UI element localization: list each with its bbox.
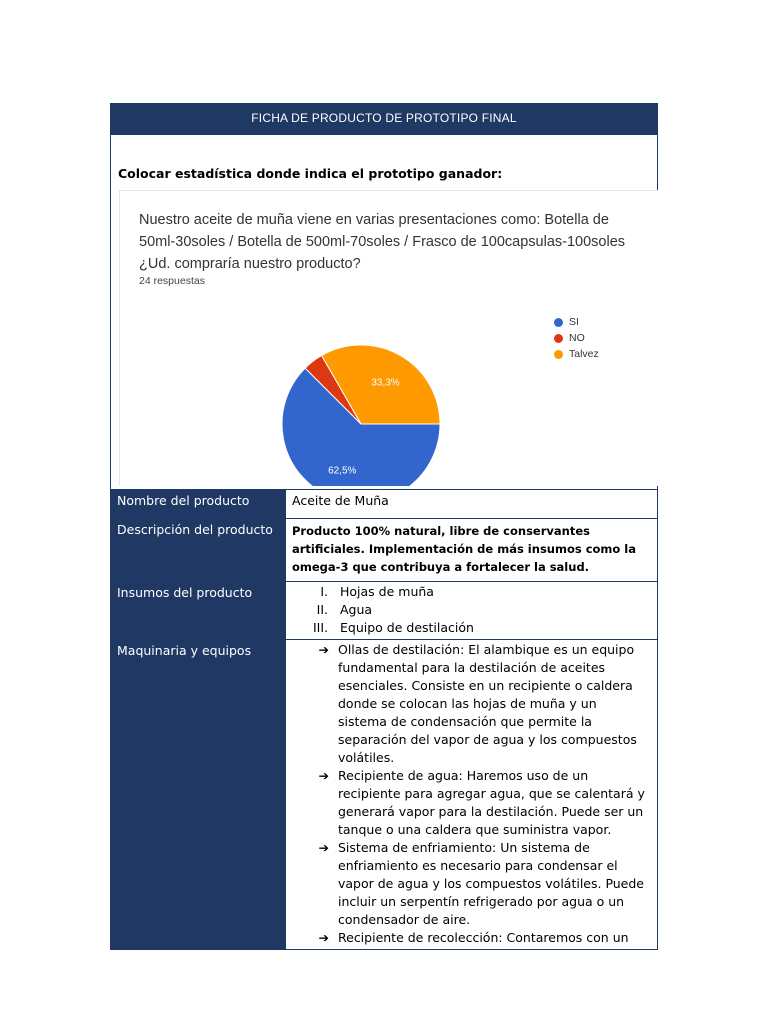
chart-legend — [554, 314, 599, 362]
arrow-bullet-icon: ➔ — [318, 930, 329, 945]
response-count: 24 respuestas — [139, 275, 205, 287]
machinery-label: Maquinaria y equipos — [111, 640, 286, 950]
inputs-list-item — [292, 583, 651, 601]
legend-label: Talvez — [569, 348, 599, 360]
list-text: Agua — [340, 602, 373, 617]
list-text: Recipiente de agua: Haremos uso de un recipiente para agregar agua, que se calentará y generará vapor para la destilación. Puede ser un tanque o una caldera que suministra vapor. — [338, 768, 645, 837]
legend-swatch — [554, 334, 563, 343]
inputs-list-item — [292, 601, 651, 619]
arrow-bullet-icon: ➔ — [318, 642, 329, 657]
arrow-bullet-icon: ➔ — [318, 768, 329, 783]
product-inputs-label: Insumos del producto — [111, 582, 286, 640]
machinery-list-item — [292, 641, 647, 767]
legend-label: NO — [569, 332, 585, 344]
statistics-prompt: Colocar estadística donde indica el prototipo ganador: — [118, 166, 503, 181]
pie-label-si: 62,5% — [328, 465, 357, 477]
product-name-label: Nombre del producto — [111, 490, 286, 519]
list-text: Recipiente de recolección: Contaremos con un — [338, 930, 629, 945]
list-text: Equipo de destilación — [340, 620, 474, 635]
row-product-name — [111, 490, 657, 519]
product-description-value: Producto 100% natural, libre de conservantes artificiales. Implementación de más insumos como la omega-3 que contribuya a fortalecer la salud. — [286, 519, 658, 582]
survey-question: Nuestro aceite de muña viene en varias presentaciones como: Botella de 50ml-30soles / Botella de 500ml-70soles / Frasco de 100capsulas-100soles ¿Ud. compraría nuestro producto? — [139, 212, 626, 272]
legend-label: SI — [569, 316, 579, 328]
legend-item-talvez — [554, 346, 599, 362]
list-text: Sistema de enfriamiento: Un sistema de enfriamiento es necesario para condensar el vapor de agua y los compuestos volátiles. Puede incluir un serpentín refrigerado por agua o un condensador de aire. — [338, 840, 644, 927]
list-text: Ollas de destilación: El alambique es un equipo fundamental para la destilación de aceites esenciales. Consiste en un recipiente o caldera donde se colocan las hojas de muña y un sistema de condensación que permite la separación del vapor de agua y los compuestos volátiles. — [338, 642, 637, 765]
list-number: I. — [320, 584, 328, 599]
product-sheet — [110, 103, 658, 950]
machinery-list — [292, 641, 647, 947]
statistics-section — [111, 134, 657, 489]
row-product-inputs — [111, 582, 657, 640]
list-number: II. — [316, 602, 328, 617]
machinery-list-item — [292, 767, 647, 839]
list-number: III. — [312, 620, 328, 635]
machinery-list-item — [292, 929, 647, 947]
inputs-list-item — [292, 619, 651, 637]
arrow-bullet-icon: ➔ — [318, 840, 329, 855]
survey-result-card — [119, 190, 658, 486]
product-info-table — [111, 489, 657, 949]
inputs-list — [292, 583, 651, 637]
product-name-value: Aceite de Muña — [286, 490, 658, 519]
pie-label-talvez: 33,3% — [371, 377, 400, 389]
machinery-list-item — [292, 839, 647, 929]
sheet-title: FICHA DE PRODUCTO DE PROTOTIPO FINAL — [111, 104, 657, 134]
list-text: Hojas de muña — [340, 584, 434, 599]
product-description-label: Descripción del producto — [111, 519, 286, 582]
legend-swatch — [554, 350, 563, 359]
row-product-description — [111, 519, 657, 582]
row-machinery — [111, 640, 657, 950]
legend-swatch — [554, 318, 563, 327]
legend-item-si — [554, 314, 599, 330]
legend-item-no — [554, 330, 599, 346]
